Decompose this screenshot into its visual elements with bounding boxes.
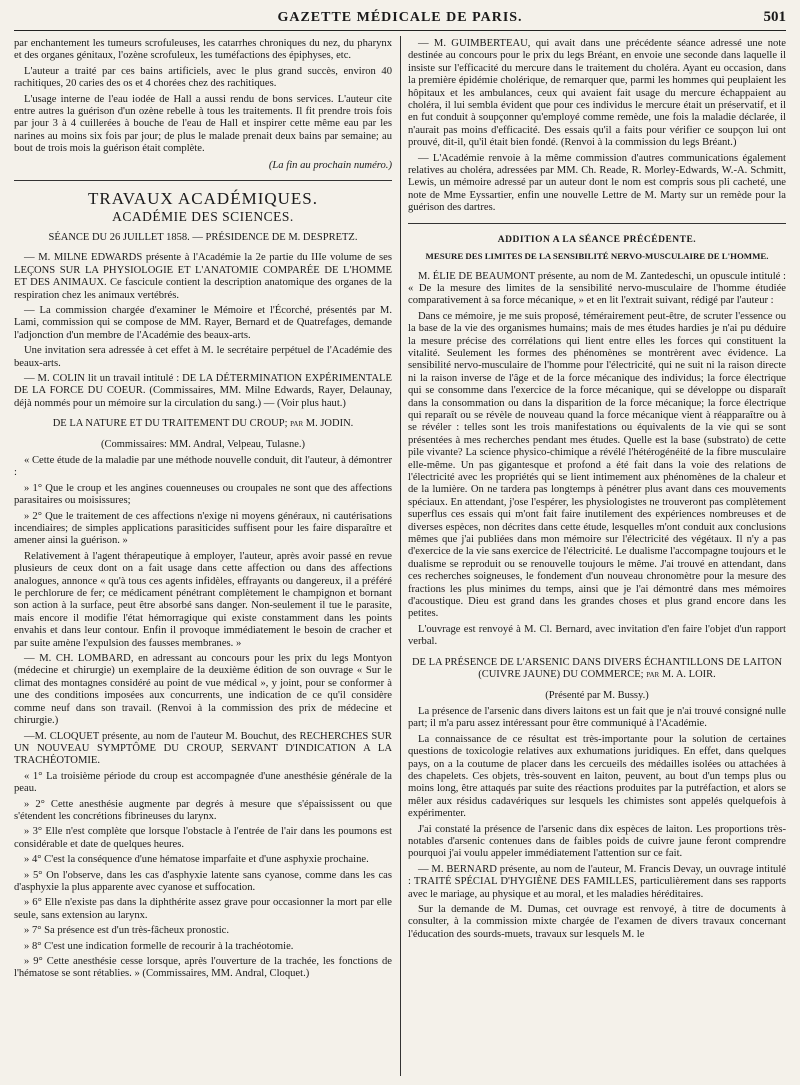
column-divider — [400, 36, 401, 1076]
paragraph: « 1° La troisième période du croup est accompagnée d'une anesthésie générale de la peau. — [14, 770, 392, 795]
commissioners-line: (Commissaires: MM. Andral, Velpeau, Tulasne.) — [101, 438, 305, 450]
paragraph: — La commission chargée d'examiner le Mémoire et l'Écorché, présentés par M. Lami, commission qui se compose de MM. Rayer, Bernard et de Quatrefages, demande l'adjonction d'un membre de l'Académie des beaux-arts. — [14, 304, 392, 341]
paragraph: Dans ce mémoire, je me suis proposé, témérairement peut-être, de scruter l'essence ou la base de la vie des organismes humains; mais de mes études hardies je n'ai pu déduire la mesure précise des corrélations qui lient entre elles les forces qui constituent la vitalité. Seulement les formes des phénomènes se montrèrent avec évidence. La sensibilité nervo-musculaire de l'homme pour l'électricité, qui ne suit ni la raison directe ni la raison inverse de l'âge et de la force mécanique des individus; la force électrique qui se consomme dans l'exercice de la force mécanique, qui se développe ou disparaît dans la consommation ou dans la disparition de la force mécanique; la force électrique qui reparaît ou se révèle de nouveau quand la force mécanique vient à réapparaître ou à se révéler : telles sont les trois manifestations ou équivalents de la vie qui se sont présentées à mes recherches pendant mes études. Quelle est la base (substrato) de cette pile vivante? La science physico-chimique a révélé l'hétérogénéité de la fibre musculaire elle-même. Un pas gigantesque et profond a été fait dans la voie des relations de l'électricité avec les propriétés qui se lient intimement aux phénomènes de la chaleur et de la lumière. On ne tardera pas longtemps à pénétrer plus avant dans ces mouvements spéciaux. En attendant, j'ose l'espérer, les physiologistes ne trouveront pas complètement superflus ces essais qui m'ont fait faire inutilement des expériences nombreuses et de diverses espèces, non décrites dans cette étude, lesquelles m'ont conduit aux conclusions mêmes que j'ai publiées dans mon mémoire sur l'électricité des végétaux. Il n'y a pas d'exercice de la vie sans exercice de l'électricité. Le dualisme l'accompagne toujours et le dualisme se reproduit ou se renouvelle toujours le même. J'ai trouvé en attendant, dans ces recherches soigneuses, le fondement d'un nouveau chronomètre pour la mesure des fractions les plus minimes du temps, ainsi que je l'ai démontré dans mes mémoires d'acoustique. Dieu est grand dans les grandes choses et plus grand encore dans les petites. — [408, 310, 786, 620]
paragraph: — M. CH. LOMBARD, en adressant au concours pour les prix du legs Montyon (médecine et chirurgie) un exemplaire de la deuxième édition de son ouvrage « Sur le climat des montagnes considéré au point de vue médical », y joint, pour se conformer à une des conditions imposées aux concurrents, une indication de ce qu'il considère comme neuf dans son travail. (Renvoi à la commission des prix de médecine et chirurgie.) — [14, 653, 392, 727]
article-title: DE LA PRÉSENCE DE L'ARSENIC DANS DIVERS ÉCHANTILLONS DE LAITON (CUIVRE JAUNE) DU COMMERCE; par M. A. LOIR. — [411, 656, 783, 681]
paragraph: La connaissance de ce résultat est très-importante pour la solution de certaines questions de toxicologie relatives aux exhumations juridiques. En effet, dans quelques pays, on a la coutume de placer dans les cercueils des médailles isolées ou attachées à des chapelets. Ces objets, très-souvent en laiton, peuvent, au bout d'un temps plus ou moins long, être attaqués par suite des réactions produites par la putréfaction, et alors se mêler aux résidus cadavériques sur lesquels les chimistes sont appelés quelquefois à expérimenter. — [408, 733, 786, 820]
paragraph: » 7° Sa présence est d'un très-fâcheux pronostic. — [24, 925, 230, 937]
presenter-line: (Présenté par M. Bussy.) — [545, 689, 649, 701]
continuation-note: (La fin au prochain numéro.) — [268, 159, 392, 171]
paragraph: — M. BERNARD présente, au nom de l'auteur, M. Francis Devay, un ouvrage intitulé : TRAITÉ SPÉCIAL D'HYGIÈNE DES FAMILLES, particulièrement dans ses rapports avec le mariage, au physique et au moral, et les maladies héréditaires. — [408, 863, 786, 900]
paragraph: » 9° Cette anesthésie cesse lorsque, après l'ouverture de la trachée, les fonctions de l'hématose se sont rétablies. » (Commissaires, MM. Andral, Cloquet.) — [14, 956, 392, 980]
paragraph: M. ÉLIE DE BEAUMONT présente, au nom de M. Zantedeschi, un opuscule intitulé : « De la mesure des limites de la sensibilité nervo-musculaire de l'homme étudiée comparativement à sa force mécanique, » et en lit l'extrait suivant, rédigé par l'auteur : — [408, 270, 786, 307]
paragraph: —M. CLOQUET présente, au nom de l'auteur M. Bouchut, des RECHERCHES SUR UN NOUVEAU SYMPTÔME DU CROUP, SERVANT D'INDICATION A LA TRACHÉOTOMIE. — [14, 730, 392, 767]
paragraph: J'ai constaté la présence de l'arsenic dans dix espèces de laiton. Les proportions très-notables d'arsenic contenues dans de faibles poids de cuivre jaune feront comprendre pourquoi j'ai voulu appeler immédiatement l'attention sur ce fait. — [408, 823, 786, 860]
journal-title: GAZETTE MÉDICALE DE PARIS. — [277, 10, 523, 25]
paragraph: » 6° Elle n'existe pas dans la diphthérite assez grave pour occasionner la mort par elle seule, sans extension au larynx. — [14, 897, 392, 921]
paragraph: » 1° Que le croup et les angines couenneuses ou croupales ne sont que des affections parasitaires ou moisissures; — [14, 482, 392, 507]
paragraph: » 2° Cette anesthésie augmente par degrés à mesure que s'épaississent ou que s'étendent les concrétions fibrineuses du larynx. — [14, 798, 392, 822]
page-number: 501 — [763, 9, 786, 25]
paragraph: L'auteur a traité par ces bains artificiels, avec le plus grand succès, environ 40 rachitiques, 20 caries des os et 4 chorées chez des rachitiques. — [14, 65, 392, 90]
paragraph: » 8° C'est une indication formelle de recourir à la trachéotomie. — [24, 940, 294, 952]
paragraph: — M. MILNE EDWARDS présente à l'Académie la 2e partie du IIIe volume de ses LEÇONS SUR LA PHYSIOLOGIE ET L'ANATOMIE COMPARÉE DE L'HOMME ET DES ANIMAUX. Ce fascicule contient la description anatomique des organes de la respiration chez les animaux vertébrés. — [14, 252, 392, 301]
paragraph: » 5° On l'observe, dans les cas d'asphyxie latente sans cyanose, comme dans les cas d'asphyxie la plus apparente avec cyanose et suffocation. — [14, 869, 392, 893]
section-rule — [14, 180, 392, 181]
paragraph: » 4° C'est la conséquence d'une hématose imparfaite et d'une asphyxie prochaine. — [24, 854, 369, 866]
paragraph: L'ouvrage est renvoyé à M. Cl. Bernard, avec invitation d'en faire l'objet d'un rapport verbal. — [408, 623, 786, 648]
article-title: MESURE DES LIMITES DE LA SENSIBILITÉ NERVO-MUSCULAIRE DE L'HOMME. — [425, 251, 769, 262]
paragraph: par enchantement les tumeurs scrofuleuses, les catarrhes chroniques du nez, du pharynx et des organes génitaux, l'ozène scrofuleux, les tuméfactions des épiphyses, etc. — [14, 38, 392, 62]
subsection-heading: ACADÉMIE DES SCIENCES. — [112, 209, 294, 225]
paragraph: Une invitation sera adressée à cet effet à M. le secrétaire perpétuel de l'Académie des beaux-arts. — [14, 345, 392, 369]
running-header — [14, 8, 786, 31]
paragraph: — M. GUIMBERTEAU, qui avait dans une précédente séance adressé une note destinée au concours pour le prix du legs Bréant, en envoie une seconde dans laquelle il insiste sur l'efficacité du mercure dans le traitement du choléra. Ayant eu occasion, dans la première épidémie cholérique, de remarquer que, parmi les hommes qui peuplaient les hôpitaux et les ambulances, ceux qui avaient fait usage du mercure échappaient au choléra, il lui sembla évident que pour ces individus le mercure était un préservatif, et il en fut conduit à soupçonner qu'employé comme remède, une fois la maladie déclarée, il n'aurait pas moins d'efficacité. Des essais qu'il a faits pour vérifier ce soupçon lui ont prouvé, dit-il, qu'il était bien fondé. (Renvoi à la commission du legs Bréant.) — [408, 38, 786, 149]
paragraph: Sur la demande de M. Dumas, cet ouvrage est renvoyé, à titre de documents à consulter, à la commission mixte chargée de l'examen de divers travaux concernant l'éducation des sourds-muets, travaux sur lesquels M. le — [408, 904, 786, 940]
paragraph: Relativement à l'agent thérapeutique à employer, l'auteur, après avoir passé en revue plusieurs de ceux dont on a fait usage dans cette affection ou dans des affections analogues, annonce « qu'à tous ces agents infidèles, effrayants ou dangereux, il a préféré le perchlorure de fer; ce médicament pénétrant complètement le champignon et bornant son action à la surface, peut être absorbé sans danger. Non-seulement il tue le parasite, mais encore il modifie l'état hémorragique qui existe constamment dans les points envahis et dans leur contour. Enfin il provoque immédiatement le besoin de cracher et par suite amène l'expulsion des fausses membranes. » — [14, 550, 392, 649]
session-line: SÉANCE DU 26 JUILLET 1858. — PRÉSIDENCE DE M. DESPRETZ. — [48, 231, 358, 243]
section-heading: ADDITION A LA SÉANCE PRÉCÉDENTE. — [497, 234, 697, 245]
left-column — [14, 38, 392, 984]
paragraph: « Cette étude de la maladie par une méthode nouvelle conduit, dit l'auteur, à démontrer : — [14, 454, 393, 479]
paragraph: » 3° Elle n'est complète que lorsque l'obstacle à l'entrée de l'air dans les poumons est considérable et date de quelques heures. — [14, 826, 392, 850]
paragraph: — M. COLIN lit un travail intitulé : DE LA DÉTERMINATION EXPÉRIMENTALE DE LA FORCE DU COEUR. (Commissaires, MM. Milne Edwards, Rayer, Delaunay, déjà nommés pour un mémoire sur la circulation du sang.) — (Voir plus haut.) — [14, 372, 392, 409]
paragraph: La présence de l'arsenic dans divers laitons est un fait que je n'ai trouvé consigné nulle part; il m'a paru assez intéressant pour être communiqué à l'Académie. — [408, 705, 786, 730]
paragraph: » 2° Que le traitement de ces affections n'exige ni moyens généraux, ni cautérisations incendiaires; de simples applications parasiticides suffisent pour les faire disparaître et amener ainsi la guérison. » — [14, 510, 392, 547]
section-rule — [408, 223, 786, 224]
right-column — [408, 38, 786, 944]
article-title: DE LA NATURE ET DU TRAITEMENT DU CROUP; par M. JODIN. — [52, 418, 354, 430]
paragraph: L'usage interne de l'eau iodée de Hall a aussi rendu de bons services. L'auteur cite entre autres la guérison d'un ozène rebelle à tous les traitements. Il fit prendre trois fois par jour 3 à 4 cuillerées à bouche de l'eau de Hall et inspirer cette même eau par les narines au moins six fois par jour; de plus le malade prenait deux bains par semaine; au bout de trois mois la guérison était complète. — [14, 93, 392, 155]
section-heading: TRAVAUX ACADÉMIQUES. — [87, 189, 318, 209]
paragraph: — L'Académie renvoie à la même commission d'autres communications également relatives au choléra, adressées par MM. Ch. Reade, R. Morley-Edwards, W.-A. Schmitt, Lewis, un mémoire adressé par un auteur dont le nom est compris sous pli cacheté, une note de Mme Eyssartier, enfin une nouvelle Lettre de M. Marty sur un remède pour la guérison des dartres. — [408, 152, 786, 214]
